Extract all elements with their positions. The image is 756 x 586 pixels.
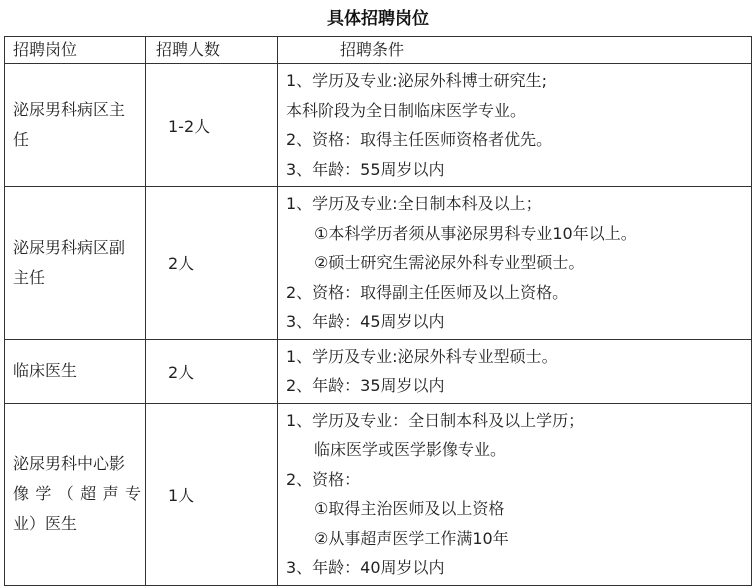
- position-line: 泌尿男科病区主: [13, 100, 126, 119]
- condition-line: 1、学历及专业:泌尿外科博士研究生;: [286, 71, 547, 90]
- position-cell: [5, 187, 146, 340]
- conditions-cell: [278, 403, 752, 585]
- condition-line: 2、资格：取得主任医师资格者优先。: [286, 130, 553, 149]
- condition-line: ②从事超声医学工作满10年: [314, 528, 509, 548]
- table-row: [5, 187, 752, 340]
- conditions-cell: [278, 187, 752, 340]
- condition-line: 3、年龄：55周岁以内: [286, 159, 445, 179]
- table-row: [5, 64, 752, 187]
- condition-line: ①本科学历者须从事泌尿男科专业10年以上。: [314, 223, 637, 243]
- header-conditions: 招聘条件: [278, 37, 752, 64]
- condition-line: 2、年龄：35周岁以内: [286, 376, 445, 395]
- condition-line: 本科阶段为全日制临床医学专业。: [286, 100, 527, 120]
- count-cell: 1-2人: [146, 64, 278, 187]
- count-cell: 1人: [146, 403, 278, 585]
- position-cell: [5, 64, 146, 187]
- conditions-cell: [278, 64, 752, 187]
- position-line: 像学（超声专: [13, 484, 141, 503]
- condition-line: 3、年龄：45周岁以内: [286, 312, 445, 331]
- condition-line: 1、学历及专业：全日制本科及以上学历；: [286, 410, 585, 430]
- count-cell: 2人: [146, 187, 278, 340]
- condition-line: 2、资格：: [286, 469, 361, 489]
- header-position: 招聘岗位: [5, 37, 146, 64]
- condition-line: 1、学历及专业:全日制本科及以上；: [286, 194, 542, 213]
- table-title: 具体招聘岗位: [327, 9, 429, 29]
- condition-line: 1、学历及专业:泌尿外科专业型硕士。: [286, 346, 558, 366]
- position-line: 任: [13, 130, 30, 149]
- table-row: [5, 339, 752, 403]
- position-line: 临床医生: [13, 361, 78, 380]
- condition-line: 3、年龄：40周岁以内: [286, 558, 445, 577]
- conditions-cell: [278, 339, 752, 403]
- recruitment-table: [4, 36, 752, 586]
- position-cell: [5, 339, 146, 403]
- header-row: [5, 37, 752, 64]
- position-line: 业）医生: [13, 514, 78, 533]
- position-line: 泌尿男科中心影: [13, 454, 126, 473]
- position-line: 主任: [13, 267, 46, 287]
- count-cell: 2人: [146, 339, 278, 403]
- condition-line: ②硕士研究生需泌尿外科专业型硕士。: [314, 253, 585, 272]
- table-row: [5, 403, 752, 585]
- header-count: 招聘人数: [146, 37, 278, 64]
- position-line: 泌尿男科病区副: [13, 237, 126, 257]
- position-cell: [5, 403, 146, 585]
- condition-line: 临床医学或医学影像专业。: [314, 440, 507, 459]
- condition-line: ①取得主治医师及以上资格: [314, 499, 505, 518]
- condition-line: 2、资格：取得副主任医师及以上资格。: [286, 282, 569, 302]
